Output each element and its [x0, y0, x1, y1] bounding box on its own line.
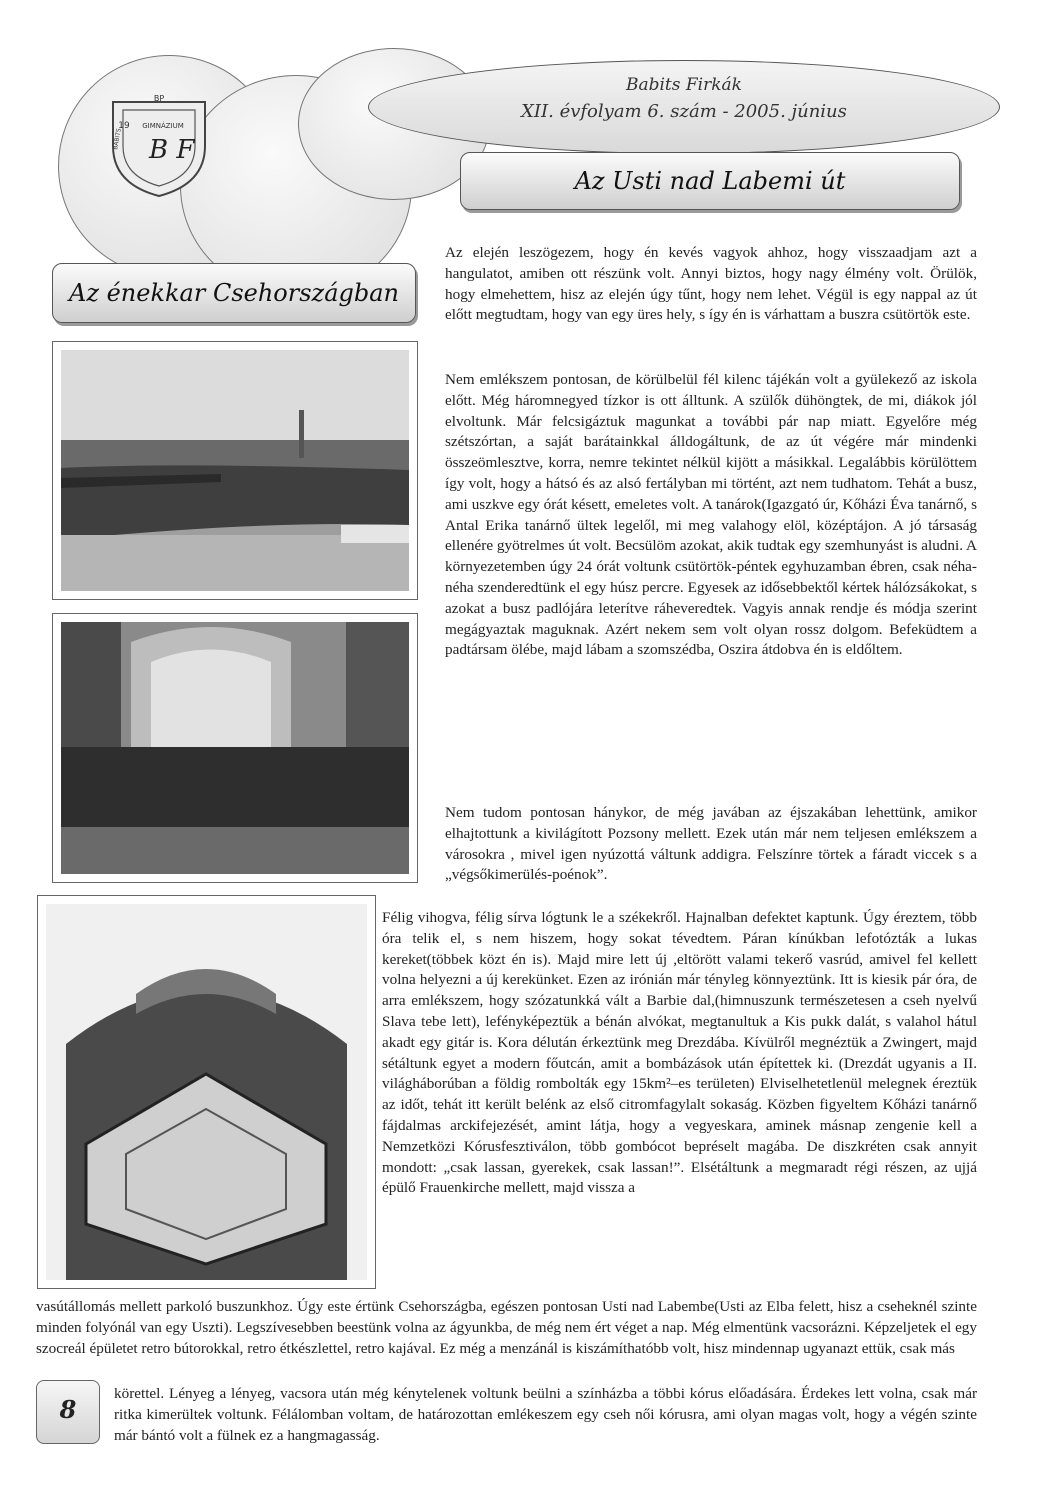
page-number: 8: [59, 1395, 77, 1424]
emblem-letters: B F: [149, 135, 195, 165]
emblem-ring-text: GIMNÁZIUM: [142, 122, 184, 130]
photo-choir-group: [52, 613, 418, 883]
article-paragraph-1: Az elején leszögezem, hogy én kevés vagyok ahhoz, hogy visszaadjam azt a hangulatot, amiben ott részünk volt. Annyi biztos, hogy nagy élmény volt. Örülök, hogy elmehettem, hisz az elején úgy tűnt, hogy nem lehet. Végül is egy nappal az út előtt megtudtam, hogy van egy üres hely, s így én is várhattam a buszra csütörtök este.: [445, 244, 977, 324]
river-image: [61, 350, 409, 591]
photo-river-bridge: [52, 341, 418, 600]
magazine-title: Babits Firkák: [625, 75, 742, 95]
emblem-side-text: BABITS: [112, 127, 123, 151]
article-paragraph-4: Félig vihogva, félig sírva lógtunk le a székekről. Hajnalban defektet kaptunk. Úgy éreztem, több óra telik el, s nem hiszem, hogy sokat tévedtem. Páran kínúkban lefotózták a lukas kereket(többek közt én is). Majd mire lett új ,eltörött valami tekerő vasrúd, amivel fel kellett volna helyezni a új kerekünket. Ezen az irónián már tényleg könnyeztünk. Itt is kiesik pár óra, de arra emlékszem, hogy szózatunkká vált a Barbie dal,(himnuszunk természetesen a cseh nyelvű Slava tebe lett), lefényképeztük a bénán alvókat, megtanultuk a Kis pukk dalát, s valahol hátul akadt egy gitár is. Kora délután érkeztünk meg Drezdába. Kívülről megnéztük a Zwingert, majd sétáltunk egyet a modern főutcán, amit a bombázások után építettek ki. (Drezdát ugyanis a II. világháborúban a földig rombolták egy 15km²–es területen) Elviselhetetlenül melegnek éreztük az időt, tehát itt került belénk az első citromfagylalt sokaság. Közben figyeltem Kőházi tanárnő fájdalmas arckifejezését, amint látja, hogy a vegyeskara, aminek másnap zengenie kell a Nemzetközi Kórusfesztiválon, több gombócot bepréselt magába. De diszkréten csak annyit mondott: „csak lassan, gyerekek, csak lassan!”. Elsétáltunk a megmaradt régi részen, az ujjá épülő Frauenkirche mellett, majd vissza a: [382, 909, 977, 1197]
issue-info: XII. évfolyam 6. szám - 2005. június: [521, 101, 847, 122]
school-emblem: [103, 88, 215, 200]
mosaic-image: [46, 904, 367, 1280]
article-title: Az Usti nad Labemi út: [460, 152, 960, 210]
emblem-top-text: BP: [153, 94, 165, 103]
page-number-box: [36, 1380, 100, 1444]
masthead: [368, 60, 1000, 154]
choir-image: [61, 622, 409, 874]
article-paragraph-6: körettel. Lényeg a lényeg, vacsora után még kénytelenek voltunk beülni a színházba a többi kórus előadására. Érdekes lett volna, csak már ritka kimerültek voltunk. Félálomban voltam, de határozottan emlékeszem egy cseh női kórusra, ami olyan magas volt, hogy a végén szinte már bántó volt a fülnek ez a hangmagasság.: [114, 1385, 977, 1444]
section-title: Az énekkar Csehországban: [52, 263, 416, 323]
article-paragraph-2: Nem emlékszem pontosan, de körülbelül fél kilenc tájékán volt a gyülekező az iskola előtt. Még háromnegyed tízkor is ott álltunk. A szülők dühöngtek, de mi, diákok jól elvoltunk. Már felcsigáztuk magunkat a további pár nap miatt. Egyelőre még szétszórtan, a saját barátainkkal álldogáltunk, de az út végére már mindenki összeömlesztve, korra, nemre tekintet nélkül kijött a másikkal. Legalábbis körülöttem így volt, hogy a hátsó és az alsó fertályban mi történt, azt nem tudhatom. Tehát a busz, ami uszkve egy órát késett, emeletes volt. A tanárok(Igazgató úr, Kőházi Éva tanárnő, s Antal Erika tanárnő ültek legelől, mi meg valahogy elöl, középtájon. A jó társaság ellenére gyötrelmes út volt. Becsülöm azokat, akik tudtak egy szemhunyást is aludni. A környezetemben úgy 24 órát voltunk csütörtök-péntek egyhuzamban ébren, csak néha-néha szenderedtünk el egy húsz percre. Egyesek az idősebbektől kértek hálózsákokat, s azokat a busz padlójára leterítve ráheveredtek. Vagyis annak rendje és módja szerint megágyaztak maguknak. Azért nekem sem volt olyan rossz dolgom. Befeküdtem a padtársam ölébe, majd lábam a szomszédba, Oszira átdobva én is eldőltem.: [445, 371, 977, 659]
article-paragraph-5: vasútállomás mellett parkoló buszunkhoz. Úgy este értünk Csehországba, egészen pontosan Usti nad Labembe(Usti az Elba felett, hisz a cseheknél szinte minden folyónál van egy Uszti). Legszívesebben beestünk volna az ágyunkba, de még nem ért véget a nap. Még elmentünk vacsorázni. Képzeljetek el egy szocreál épületet retro bútorokkal, retro étkészlettel, retro kajával. Ez még a menzánál is kiszámíthatóbb volt, hisz mindennap ugyanazt ettük, csak más: [36, 1298, 977, 1357]
photo-mosaic-arch: [37, 895, 376, 1289]
emblem-number: 19: [118, 121, 130, 131]
article-paragraph-3: Nem tudom pontosan hánykor, de még javában az éjszakában lehettünk, amikor elhajtottunk a kivilágított Pozsony mellett. Ezek után már nem teljesen emlékszem a városokra , mivel igen nyúzottá váltunk addigra. Felszínre törtek a fáradt viccek s a „végsőkimerülés-poénok”.: [445, 804, 977, 884]
